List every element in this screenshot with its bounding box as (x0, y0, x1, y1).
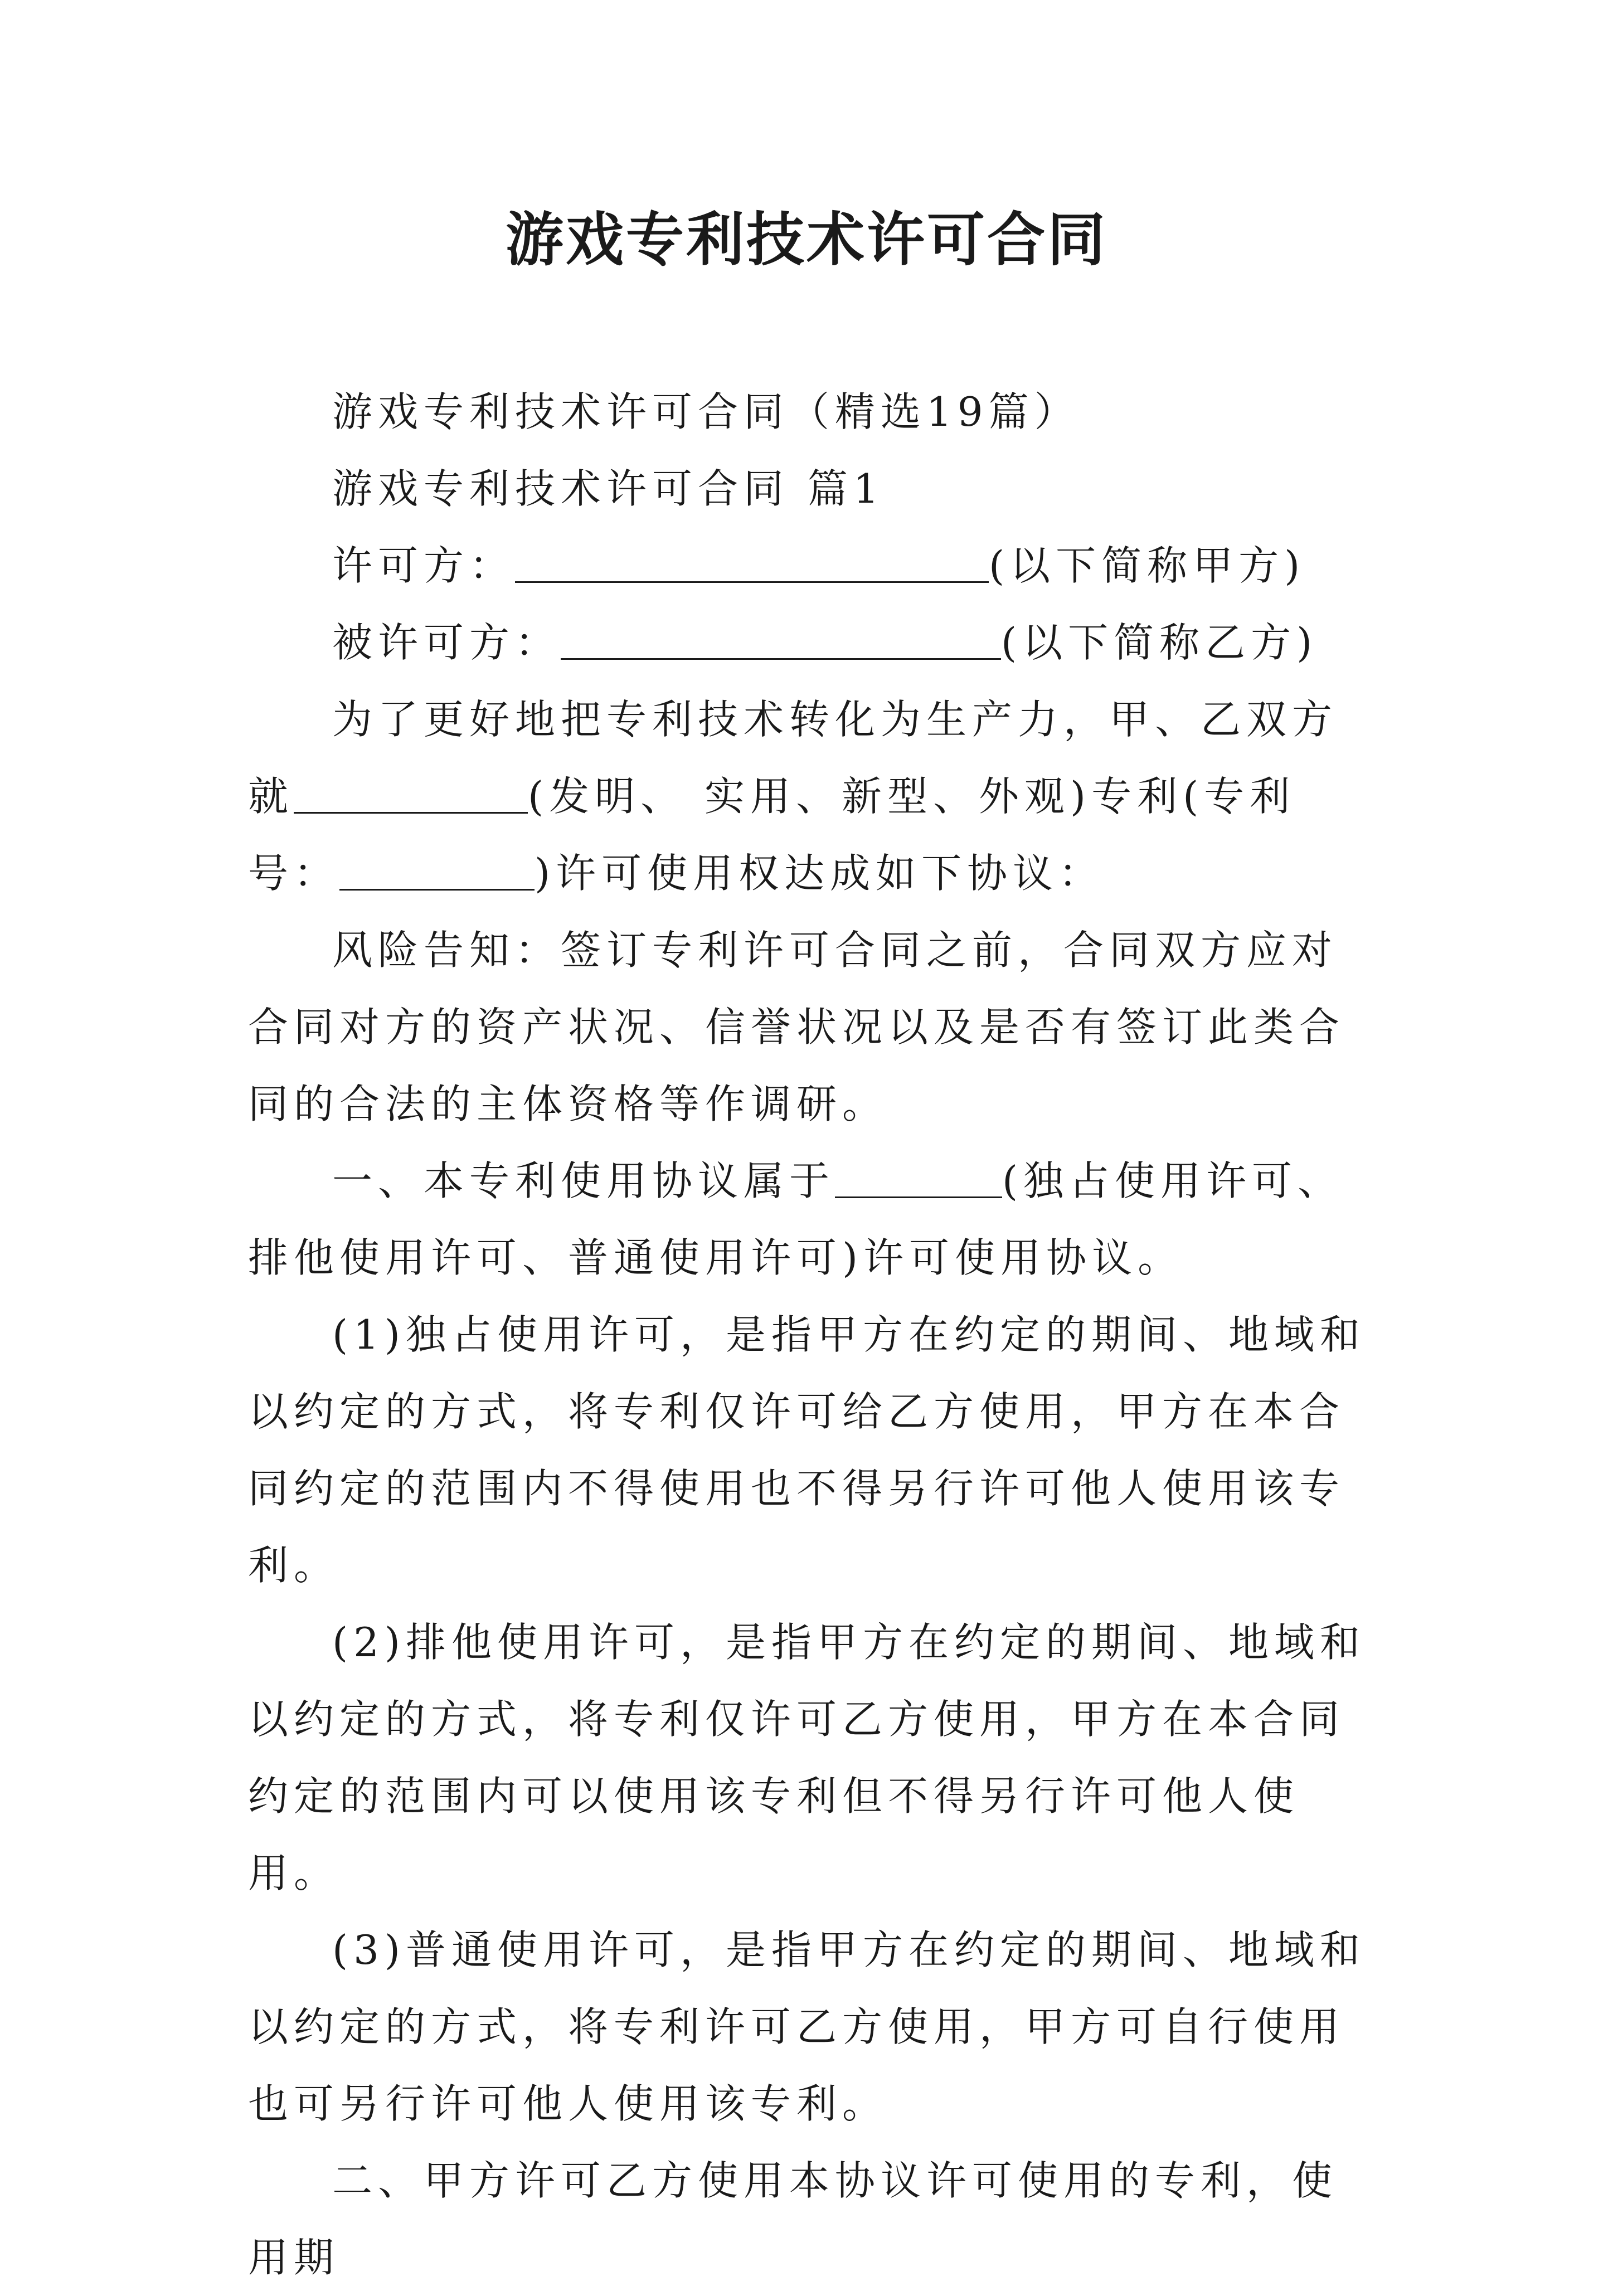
document-title: 游戏专利技术许可合同 (505, 205, 1107, 274)
licensee-line (248, 604, 1379, 681)
licensor-suffix: (以下简称甲方) (989, 542, 1306, 589)
subtitle: 游戏专利技术许可合同（精选19篇） (332, 388, 1080, 435)
license-type-blank (835, 1157, 1002, 1198)
patent-number-blank (339, 850, 535, 891)
item-1: (1)独占使用许可，是指甲方在约定的期间、地域和以约定的方式，将专利仅许可给乙方使用，甲方在本合同约定的范围内不得使用也不得另行许可他人使用该专利。 (248, 1311, 1366, 1589)
licensor-label: 许可方： (332, 542, 516, 589)
licensor-line (248, 527, 1379, 604)
clause-1 (248, 1142, 1379, 1296)
item-2: (2)排他使用许可，是指甲方在约定的期间、地域和以约定的方式，将专利仅许可乙方使用，甲方在本合同约定的范围内可以使用该专利但不得另行许可他人使用。 (248, 1619, 1366, 1896)
clause-1-part1: 一、本专利使用协议属于 (332, 1157, 835, 1204)
intro-part1: 为了更好地把专利技术转化为生产力，甲、乙双方就 (248, 696, 1338, 820)
risk-notice: 风险告知：签订专利许可合同之前，合同双方应对合同对方的资产状况、信誉状况以及是否有签订此类合同的合法的主体资格等作调研。 (248, 927, 1345, 1127)
clause-1-part2: (独占使用许可、排他使用许可、普通使用许可)许可使用协议。 (248, 1157, 1344, 1281)
licensee-label: 被许可方： (332, 619, 561, 666)
patent-type-blank (294, 773, 528, 814)
licensee-blank (561, 619, 1001, 660)
clause-2: 二、甲方许可乙方使用本协议许可使用的专利，使用期 (248, 2157, 1338, 2281)
intro-part3: )许可使用权达成如下协议： (535, 850, 1105, 897)
intro-paragraph (248, 681, 1379, 912)
section-heading: 游戏专利技术许可合同 篇1 (332, 465, 885, 512)
intro-part2: (发明、 实用、新型、外观)专利(专利号： (248, 773, 1296, 897)
licensor-blank (515, 542, 989, 583)
licensee-suffix: (以下简称乙方) (1001, 619, 1318, 666)
item-3: (3)普通使用许可，是指甲方在约定的期间、地域和以约定的方式，将专利许可乙方使用，甲方可自行使用也可另行许可他人使用该专利。 (248, 1927, 1366, 2127)
document-body (248, 373, 1379, 2296)
